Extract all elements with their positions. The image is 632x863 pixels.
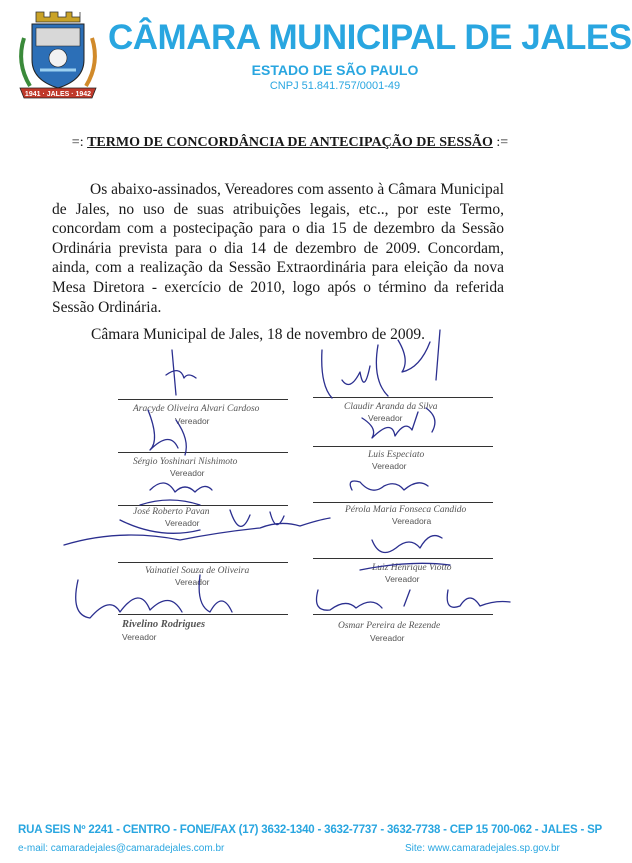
signatory-role: Vereador: [170, 468, 205, 478]
document-body: [52, 180, 504, 317]
signature-line: [118, 562, 288, 563]
signature-line: [313, 446, 493, 447]
signature-scribble: [166, 350, 196, 395]
state-subtitle: ESTADO DE SÃO PAULO: [251, 62, 419, 78]
date-line: Câmara Municipal de Jales, 18 de novembro de 2009.: [91, 326, 426, 343]
signature-line: [118, 614, 288, 615]
signature-line: [313, 502, 493, 503]
footer-email-link[interactable]: e-mail: camaradejales@camaradejales.com.br: [18, 843, 225, 854]
signature-scribble: [317, 590, 511, 610]
body-paragraph: Os abaixo-assinados, Vereadores com assento à Câmara Municipal de Jales, no uso de suas atribuições legais, etc.., por este Termo, concordam com a postecipação para o dia 15 de dezembro da Sessão Ordinária prevista para o dia 14 de dezembro de 2009. Concordam, ainda, com a realização da Sessão Extraordinária para eleição da nova Mesa Diretora - exercício de 2010, logo após o término da referida Sessão Ordinária.: [52, 181, 504, 316]
footer-address: RUA SEIS Nº 2241 - CENTRO - FONE/FAX (17) 3632-1340 - 3632-7737 - 3632-7738 - CEP 15 700-062 - JALES - SP: [18, 824, 603, 836]
signatory-name: José Roberto Pavan: [133, 507, 210, 517]
signature-line: [118, 399, 288, 400]
heading-suffix: :=: [496, 135, 509, 150]
signatory-name: Luis Especiato: [368, 450, 425, 460]
signatory-name: Claudir Aranda da Silva: [344, 402, 438, 412]
signature-line: [313, 397, 493, 398]
signatory-role: Vereador: [165, 518, 200, 528]
signatory-role: Vereadora: [392, 516, 432, 526]
signature-scribble: [350, 481, 428, 490]
signatory-role: Vereador: [385, 574, 420, 584]
crest-banner-text: 1941 · JALES · 1942: [24, 91, 92, 98]
signatory-name: Luiz Henrique Viotto: [372, 563, 452, 573]
signatory-role: Vereador: [368, 413, 403, 423]
signature-line: [118, 452, 288, 453]
signatory-name: Vainatiel Souza de Oliveira: [145, 566, 250, 576]
document-heading: [60, 135, 520, 151]
footer-site-link[interactable]: Site: www.camaradejales.sp.gov.br: [405, 843, 560, 854]
signature-line: [313, 558, 493, 559]
signatory-role: Vereador: [175, 577, 210, 587]
signature-scribble: [140, 483, 212, 505]
signatory-role: Vereador: [175, 416, 210, 426]
signatory-name: Sérgio Yoshinari Nishimoto: [133, 457, 238, 467]
heading-text: TERMO DE CONCORDÂNCIA DE ANTECIPAÇÃO DE SESSÃO: [87, 135, 493, 150]
heading-prefix: =:: [71, 135, 84, 150]
signatory-name: Osmar Pereira de Rezende: [338, 621, 441, 631]
municipal-crest-logo: [14, 8, 102, 102]
signature-line: [118, 505, 288, 506]
signatory-name: Rivelino Rodrigues: [122, 619, 206, 630]
signatory-role: Vereador: [122, 632, 157, 642]
signatory-name: Aracyde Oliveira Alvari Cardoso: [133, 404, 260, 414]
chamber-title: CÂMARA MUNICIPAL DE JALES: [108, 18, 632, 57]
signatory-role: Vereador: [370, 633, 405, 643]
signatory-role: Vereador: [372, 461, 407, 471]
signatory-name: Pérola Maria Fonseca Candido: [345, 505, 467, 515]
signature-line: [313, 614, 493, 615]
cnpj-number: CNPJ 51.841.757/0001-49: [269, 80, 401, 92]
